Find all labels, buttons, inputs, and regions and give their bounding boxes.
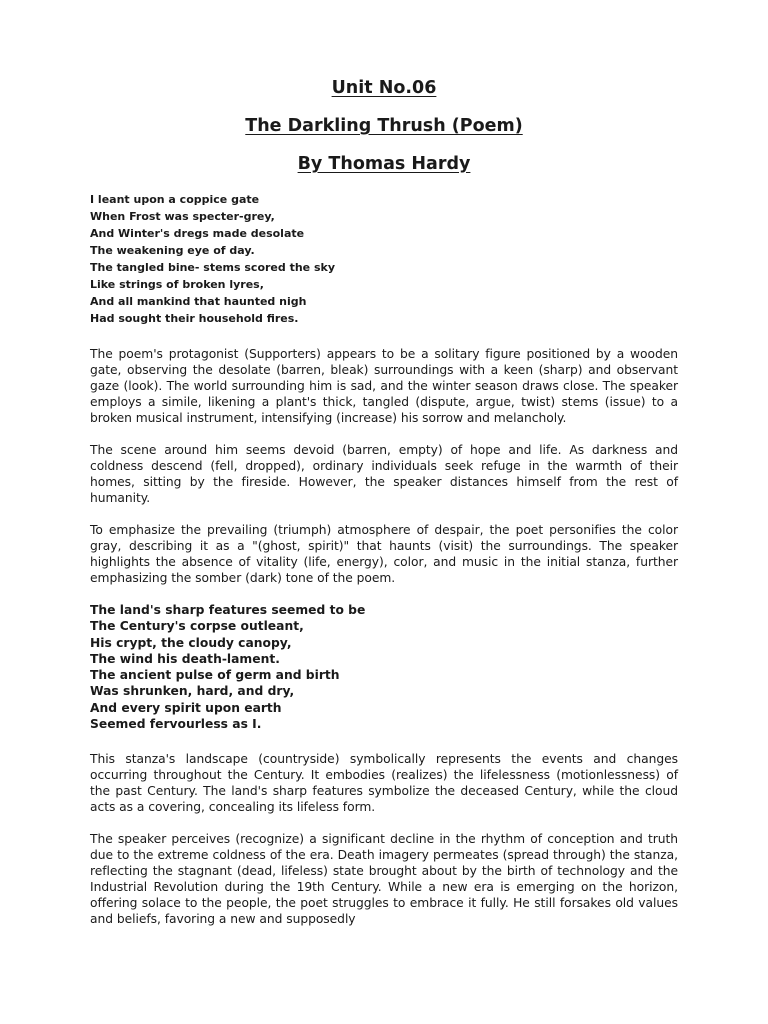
stanza-line: And all mankind that haunted nigh — [90, 295, 307, 308]
stanza-line: Like strings of broken lyres, — [90, 278, 264, 291]
poem-title: The Darkling Thrush (Poem) — [245, 116, 523, 136]
stanza-line: His crypt, the cloudy canopy, — [90, 635, 292, 650]
stanza-line: And every spirit upon earth — [90, 700, 282, 715]
analysis-paragraph: The poem's protagonist (Supporters) appears to be a solitary figure positioned by a wooden gate, observing the desolate (barren, bleak) surroundings with a keen (sharp) and observant gaze (look). The world surrounding him is sad, and the winter season draws close. The speaker employs a simile, likening a plant's thick, tangled (dispute, argue, twist) stems (issue) to a broken musical instrument, intensifying (increase) his sorrow and melancholy. — [90, 347, 678, 425]
stanza-line: When Frost was specter-grey, — [90, 210, 275, 223]
stanza-line: The ancient pulse of germ and birth — [90, 668, 340, 683]
stanza-line: Seemed fervourless as I. — [90, 717, 262, 732]
stanza-line: The tangled bine- stems scored the sky — [90, 261, 336, 274]
stanza-line: The wind his death-lament. — [90, 651, 280, 666]
stanza-line: The weakening eye of day. — [90, 244, 255, 257]
stanza-2 — [90, 602, 678, 732]
unit-heading: Unit No.06 — [331, 78, 437, 98]
title-block — [90, 76, 678, 176]
stanza-line: The Century's corpse outleant, — [90, 619, 304, 634]
stanza-line: I leant upon a coppice gate — [90, 193, 260, 206]
author-heading: By Thomas Hardy — [297, 154, 471, 174]
stanza-line: And Winter's dregs made desolate — [90, 227, 305, 240]
analysis-paragraph: This stanza's landscape (countryside) symbolically represents the events and changes occurring throughout the Century. It embodies (realizes) the lifelessness (motionlessness) of the past Century. The land's sharp features symbolize the deceased Century, while the cloud acts as a covering, concealing its lifeless form. — [90, 752, 678, 815]
stanza-1 — [90, 191, 678, 327]
analysis-paragraph: The speaker perceives (recognize) a significant decline in the rhythm of conception and truth due to the extreme coldness of the era. Death imagery permeates (spread through) the stanza, reflecting the stagnant (dead, lifeless) state brought about by the birth of technology and the Industrial Revolution during the 19th Century. While a new era is emerging on the horizon, offering solace to the people, the poet struggles to embrace it fully. He still forsakes old values and beliefs, favoring a new and supposedly — [90, 832, 678, 927]
stanza-line: Was shrunken, hard, and dry, — [90, 684, 295, 699]
stanza-line: Had sought their household fires. — [90, 312, 299, 325]
analysis-paragraph: To emphasize the prevailing (triumph) atmosphere of despair, the poet personifies the color gray, describing it as a "(ghost, spirit)" that haunts (visit) the surroundings. The speaker highlights the absence of vitality (life, energy), color, and music in the initial stanza, further emphasizing the somber (dark) tone of the poem. — [90, 523, 678, 585]
stanza-line: The land's sharp features seemed to be — [90, 603, 366, 617]
analysis-paragraph: The scene around him seems devoid (barren, empty) of hope and life. As darkness and coldness descend (fell, dropped), ordinary individuals seek refuge in the warmth of their homes, sitting by the fireside. However, the speaker distances himself from the rest of humanity. — [90, 443, 678, 505]
